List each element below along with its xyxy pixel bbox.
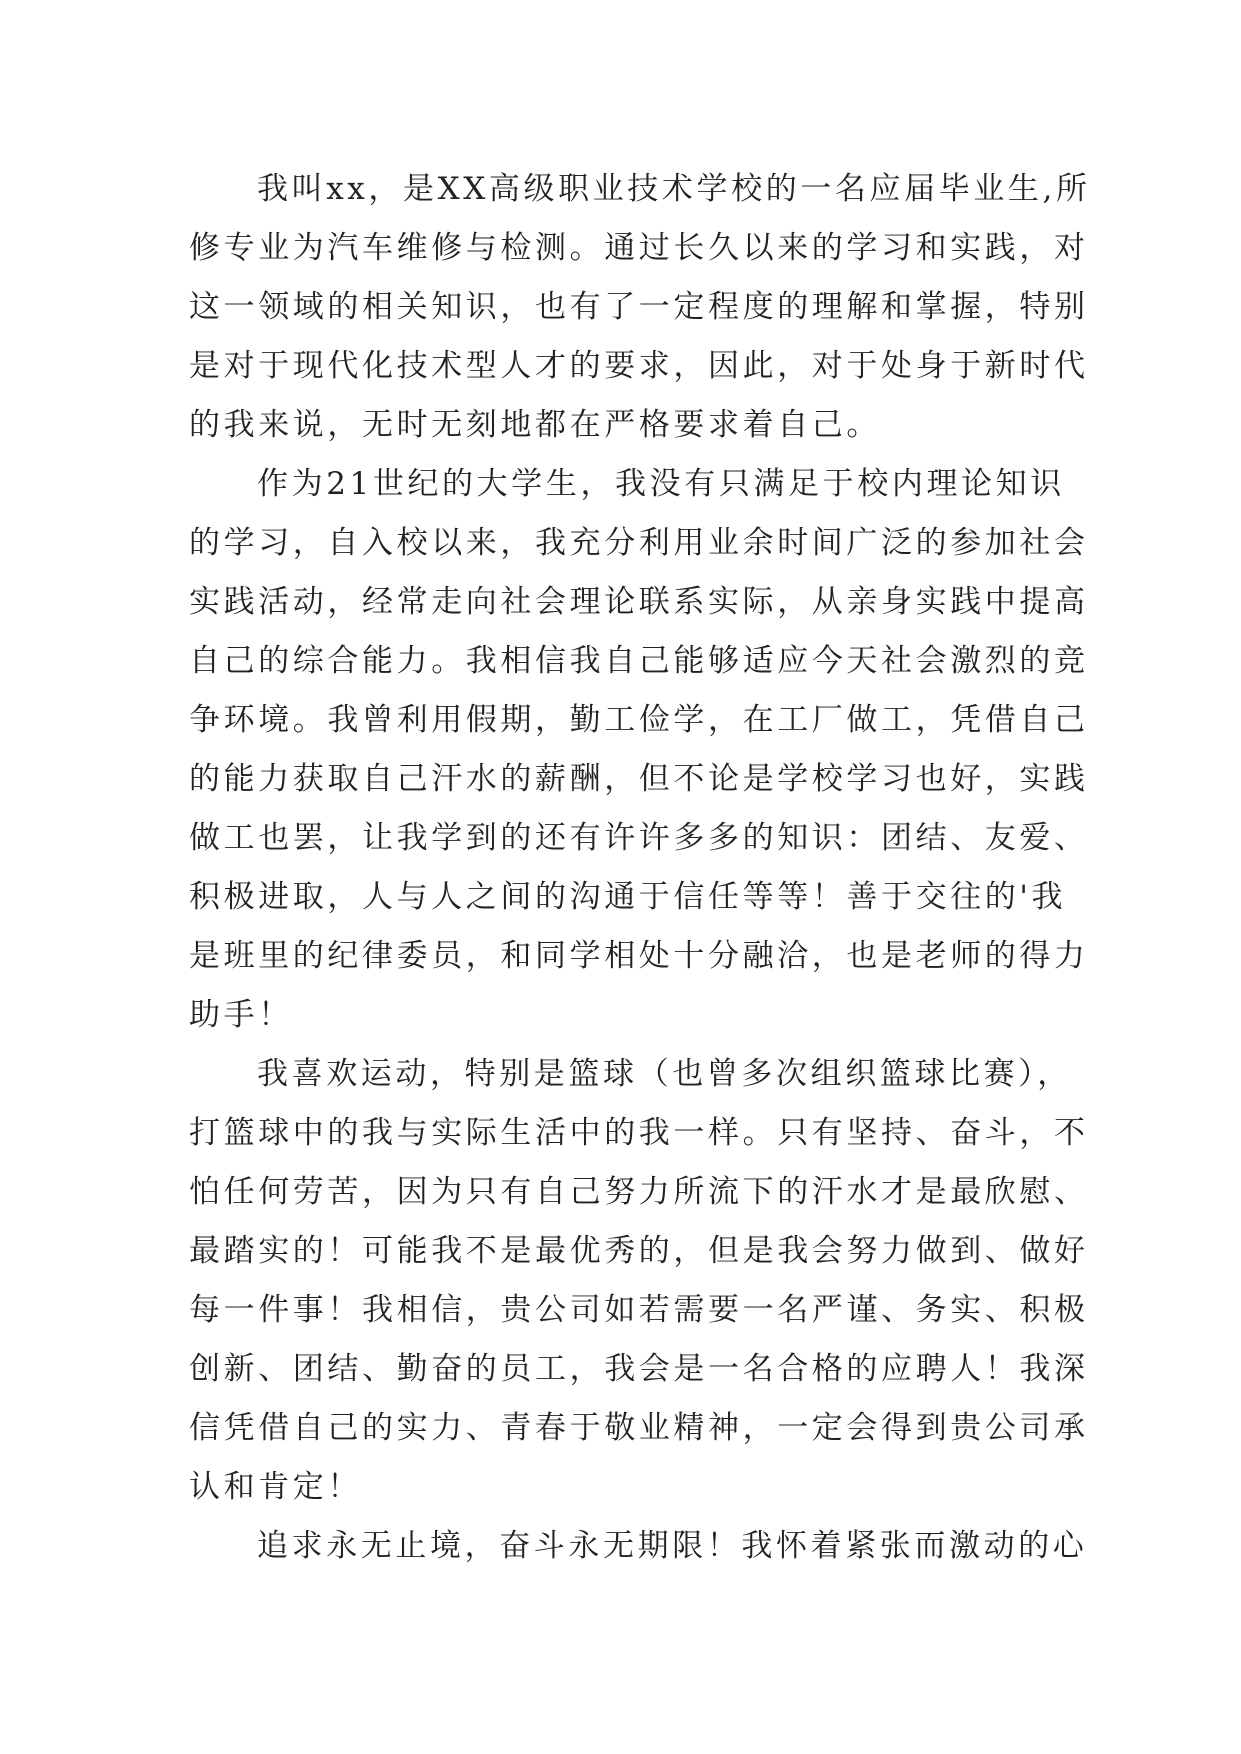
text-line: 实践活动，经常走向社会理论联系实际，从亲身实践中提高 [189,584,1089,620]
document-body [189,160,1091,1576]
paragraph-first-line: 作为21世纪的大学生，我没有只满足于校内理论知识 [257,466,1065,502]
paragraph-first-line: 我叫xx，是XX高级职业技术学校的一名应届毕业生,所 [257,171,1091,207]
text-line: 的能力获取自己汗水的薪酬，但不论是学校学习也好，实践 [189,761,1089,797]
text-line: 积极进取，人与人之间的沟通于信任等等！善于交往的'我 [189,879,1067,915]
text-line: 助手！ [189,997,293,1033]
text-line: 怕任何劳苦，因为只有自己努力所流下的汗水才是最欣慰、 [189,1174,1089,1210]
text-line: 是班里的纪律委员，和同学相处十分融洽，也是老师的得力 [189,938,1089,974]
text-line: 修专业为汽车维修与检测。通过长久以来的学习和实践，对 [189,230,1089,266]
text-line: 的学习，自入校以来，我充分利用业余时间广泛的参加社会 [189,525,1089,561]
paragraph-first-line: 追求永无止境，奋斗永无期限！我怀着紧张而激动的心 [257,1528,1088,1564]
text-line: 自己的综合能力。我相信我自己能够适应今天社会激烈的竞 [189,643,1089,679]
text-line: 这一领域的相关知识，也有了一定程度的理解和掌握，特别 [189,289,1089,325]
text-line: 认和肯定！ [189,1469,362,1505]
text-line: 的我来说，无时无刻地都在严格要求着自己。 [189,407,881,443]
text-line: 信凭借自己的实力、青春于敬业精神，一定会得到贵公司承 [189,1410,1089,1446]
text-line: 每一件事！我相信，贵公司如若需要一名严谨、务实、积极 [189,1292,1089,1328]
text-line: 创新、团结、勤奋的员工，我会是一名合格的应聘人！我深 [189,1351,1089,1387]
text-line: 是对于现代化技术型人才的要求，因此，对于处身于新时代 [189,348,1089,384]
text-line: 打篮球中的我与实际生活中的我一样。只有坚持、奋斗，不 [189,1115,1089,1151]
text-line: 争环境。我曾利用假期，勤工俭学，在工厂做工，凭借自己 [189,702,1089,738]
paragraph-first-line: 我喜欢运动，特别是篮球（也曾多次组织篮球比赛）， [257,1056,1072,1092]
text-line: 做工也罢，让我学到的还有许许多多的知识：团结、友爱、 [189,820,1089,856]
text-line: 最踏实的！可能我不是最优秀的，但是我会努力做到、做好 [189,1233,1089,1269]
